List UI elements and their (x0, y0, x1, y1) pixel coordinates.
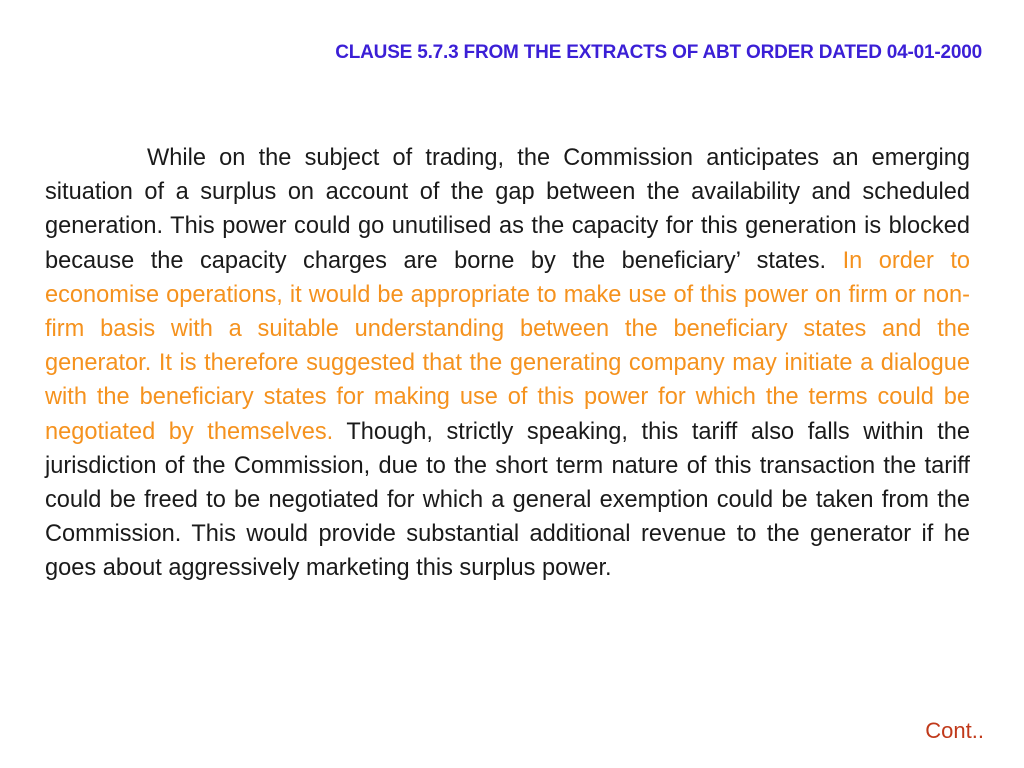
paragraph-text-part1: While on the subject of trading, the Commission anticipates an emerging situation of a surplus on account of the gap between the availability and scheduled generation. This power could go unutilised as the capacity for this generation is blocked because the capacity charges are borne by the beneficiary’ states. (45, 145, 970, 274)
slide-title: CLAUSE 5.7.3 FROM THE EXTRACTS OF ABT ORDER DATED 04-01-2000 (335, 42, 982, 63)
body-paragraph (45, 141, 970, 586)
paragraph-highlighted-text: In order to economise operations, it would be appropriate to make use of this power on firm or non-firm basis with a suitable understanding between the beneficiary states and the generator. It is therefore suggested that the generating company may initiate a dialogue with the beneficiary states for making use of this power for which the terms could be negotiated by themselves. (45, 247, 971, 445)
continuation-label: Cont.. (925, 718, 984, 743)
paragraph-text-part2: Though, strictly speaking, this tariff also falls within the jurisdiction of the Commission, due to the short term nature of this transaction the tariff could be freed to be negotiated for which a general exemption could be taken from the Commission. This would provide substantial additional revenue to the generator if he goes about aggressively marketing this surplus power. (45, 418, 970, 582)
